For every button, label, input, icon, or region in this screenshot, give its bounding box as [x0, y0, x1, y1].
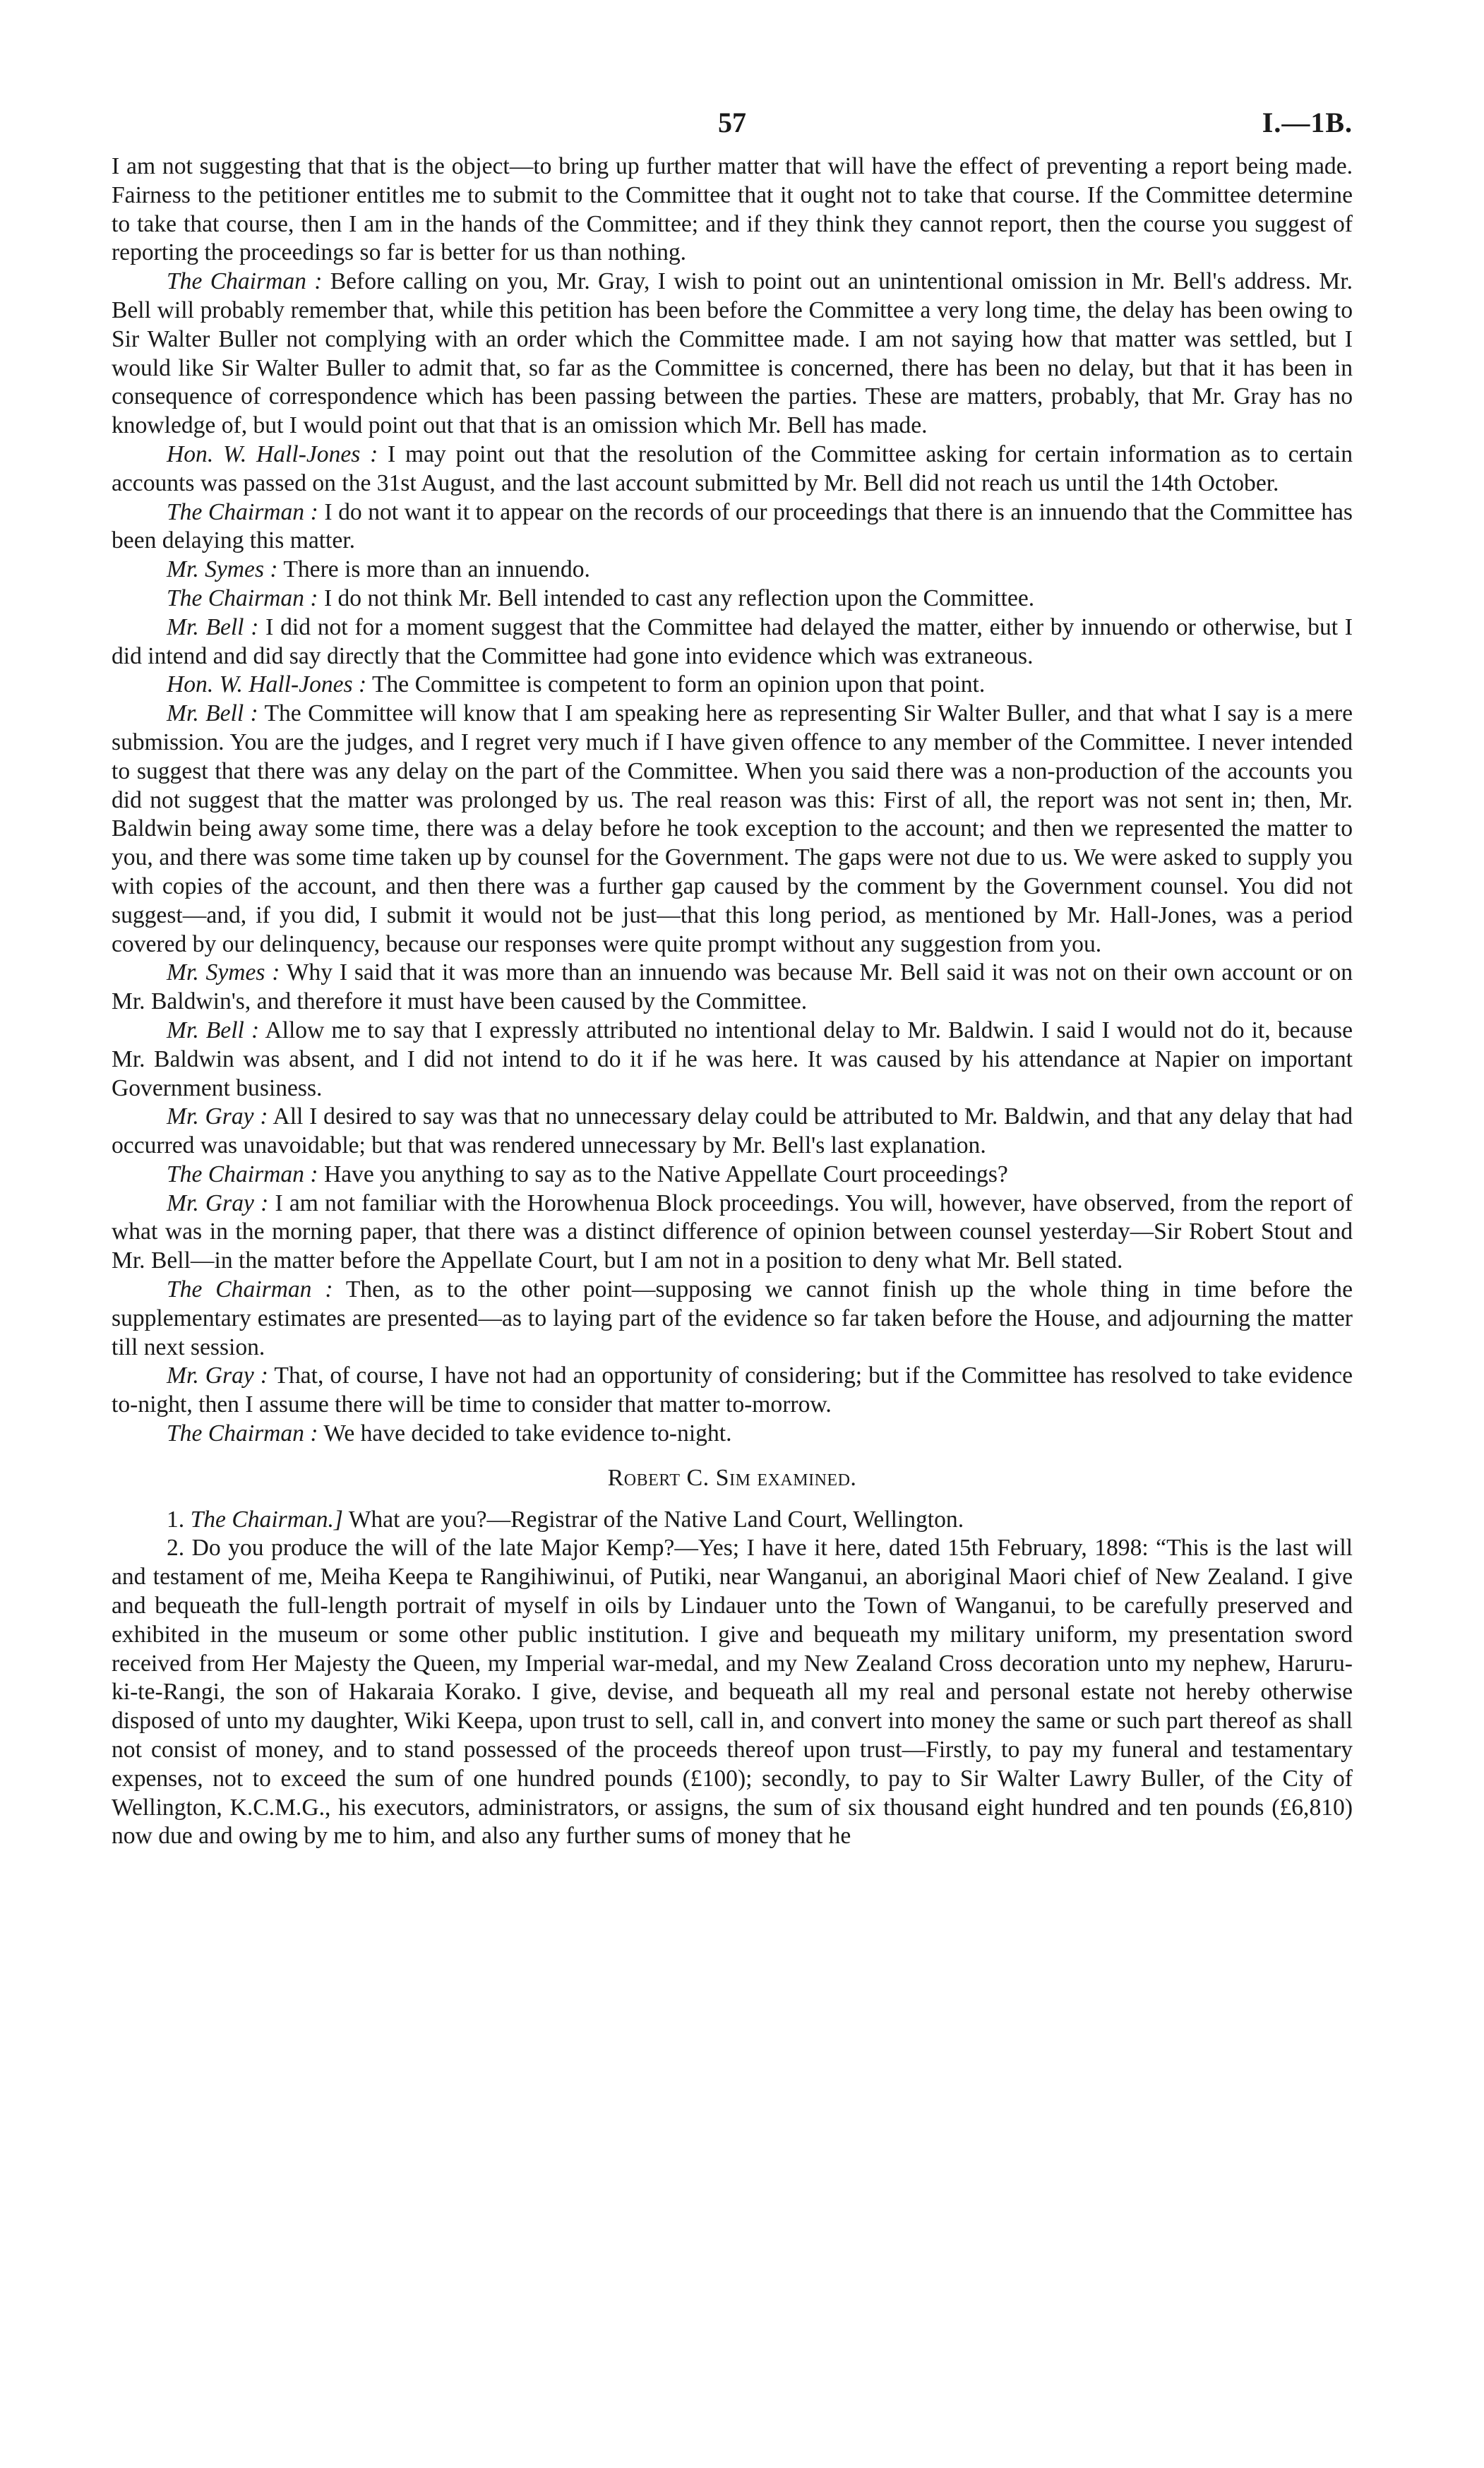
paragraph: [112, 1362, 1353, 1420]
paragraph-text: I do not think Mr. Bell intended to cast any reflection upon the Committee.: [318, 585, 1035, 611]
speaker-name: Mr. Bell :: [167, 700, 258, 727]
paragraph-text: All I desired to say was that no unnecessary delay could be attributed to Mr. Baldwin, and that any delay that had occurred was unavoidable; but that was rendered unnecessary by Mr. Bell's last explanation.: [112, 1103, 1353, 1159]
speaker-name: Mr. Gray :: [167, 1190, 269, 1216]
paragraph: [112, 1276, 1353, 1362]
paragraph-text: I may point out that the resolution of the Committee asking for certain information as to certain accounts was passed on the 31st August, and the last account submitted by Mr. Bell did not reach us until the 14th October.: [112, 441, 1353, 496]
paragraph: [112, 1161, 1353, 1190]
paragraph-text: Do you produce the will of the late Major Kemp?—Yes; I have it here, dated 15th February, 1898: “This is the last will and testament of me, Meiha Keepa te Rangihiwinui, of Putiki, near Wanganui, an aboriginal Maori chief of New Zealand. I give and bequeath the full-length portrait of myself in oils by Lindauer unto the Town of Wanganui, to be carefully preserved and exhibited in the museum or some other public institution. I give and bequeath my military uniform, my presentation sword received from Her Majesty the Queen, my Imperial war-medal, and my New Zealand Cross decoration unto my nephew, Haruru-ki-te-Rangi, the son of Hakaraia Korako. I give, devise, and bequeath all my real and personal estate not hereby otherwise disposed of unto my daughter, Wiki Keepa, upon trust to sell, call in, and convert into money the same or such part thereof as shall not consist of money, and to stand possessed of the proceeds thereof upon trust—Firstly, to pay my funeral and testamentary expenses, not to exceed the sum of one hundred pounds (£100); secondly, to pay to Sir Walter Lawry Buller, of the City of Wellington, K.C.M.G., his executors, administrators, or assigns, the sum of six thousand eight hundred and ten pounds (£6,810) now due and owing by me to him, and also any further sums of money that he: [112, 1535, 1353, 1850]
speaker-name: The Chairman :: [167, 585, 318, 611]
speaker-name: The Chairman :: [167, 498, 318, 525]
paragraph: [112, 585, 1353, 613]
speaker-name: The Chairman :: [167, 268, 323, 295]
paragraph: [112, 498, 1353, 556]
paragraph-text: What are you?—Registrar of the Native Land Court, Wellington.: [343, 1506, 964, 1533]
paragraph-text: Then, as to the other point—supposing we cannot finish up the whole thing in time before the supplementary estimates are presented—as to laying part of the evidence so far taken before the House, and adjourning the matter till next session.: [112, 1276, 1353, 1360]
speaker-name: Mr. Bell :: [167, 613, 259, 640]
minutes-text: [112, 152, 1353, 1851]
paragraph-text: I did not for a moment suggest that the Committee had delayed the matter, either by innuendo or otherwise, but I did intend and did say directly that the Committee had gone into evidence which was extraneous.: [112, 613, 1353, 669]
paragraph-text: I do not want it to appear on the records of our proceedings that there is an innuendo that the Committee has been delaying this matter.: [112, 498, 1353, 554]
paragraph: [112, 671, 1353, 700]
speaker-name: Mr. Gray :: [167, 1362, 268, 1389]
paragraph-text: Have you anything to say as to the Native Appellate Court proceedings?: [318, 1161, 1008, 1187]
paragraph-text: Allow me to say that I expressly attributed no intentional delay to Mr. Baldwin. I said I would not do it, because Mr. Baldwin was absent, and I did not intend to do it if he was here. It was caused by his attendance at Napier on important Government business.: [112, 1017, 1353, 1101]
paragraph: [112, 1103, 1353, 1161]
paragraph-text: There is more than an innuendo.: [277, 556, 590, 583]
paragraph-text: I am not suggesting that that is the object—to bring up further matter that will have the effect of preventing a report being made. Fairness to the petitioner entitles me to submit to the Committee that it ought not to take that course. If the Committee determine to take that course, then I am in the hands of the Committee; and if they think they cannot report, then the course you suggest of reporting the proceedings so far is better for us than nothing.: [112, 153, 1353, 266]
paragraph-text: We have decided to take evidence to-night.: [318, 1420, 732, 1447]
question-paragraph: [112, 1506, 1353, 1535]
speaker-name: The Chairman :: [167, 1161, 318, 1187]
question-paragraph: [112, 1534, 1353, 1851]
speaker-name: Mr. Bell :: [167, 1017, 260, 1043]
page-number: 57: [718, 107, 746, 138]
speaker-name: Mr. Gray :: [167, 1103, 268, 1130]
speaker-name: Hon. W. Hall-Jones :: [167, 441, 378, 467]
question-number: 1.: [167, 1506, 191, 1533]
paragraph: [112, 613, 1353, 671]
paragraph: [112, 1017, 1353, 1103]
paragraph: [112, 1420, 1353, 1449]
speaker-name: The Chairman.]: [190, 1506, 343, 1533]
paragraph: [112, 959, 1353, 1017]
paragraph: [112, 268, 1353, 441]
speaker-name: Mr. Symes :: [167, 556, 278, 583]
paragraph-text: The Committee will know that I am speaking here as representing Sir Walter Buller, and that what I say is a mere submission. You are the judges, and I regret very much if I have given offence to any member of the Committee. I never intended to suggest that there was any delay on the part of the Committee. When you said there was a non-production of the accounts you did not suggest that the matter was prolonged by us. The real reason was this: First of all, the report was not sent in; then, Mr. Baldwin being away some time, there was a delay before he took exception to the account; and then we represented the matter to you, and there was some time taken up by counsel for the Government. The gaps were not due to us. We were asked to supply you with copies of the account, and then there was a further gap caused by the comment by the Government counsel. You did not suggest—and, if you did, I submit it would not be just—that this long period, as mentioned by Mr. Hall-Jones, was a period covered by our delinquency, because our responses were quite prompt without any suggestion from you.: [112, 700, 1353, 957]
paragraph: [112, 441, 1353, 498]
speaker-name: The Chairman :: [167, 1276, 333, 1303]
paragraph-text: Before calling on you, Mr. Gray, I wish to point out an unintentional omission in Mr. Bell's address. Mr. Bell will probably remember that, while this petition has been before the Committee a very long time, the delay has been owing to Sir Walter Buller not complying with an order which the Committee made. I am not saying how that matter was settled, but I would like Sir Walter Buller to admit that, so far as the Committee is concerned, there has been no delay, but that it has been in consequence of correspondence which has been passing between the parties. These are matters, probably, that Mr. Gray has no knowledge of, but I would point out that that is an omission which Mr. Bell has made.: [112, 268, 1353, 439]
page-header: [112, 106, 1353, 152]
paragraph-text: That, of course, I have not had an opportunity of considering; but if the Committee has resolved to take evidence to-night, then I assume there will be time to consider that matter to-morrow.: [112, 1362, 1353, 1418]
paragraph: [112, 152, 1353, 268]
question-number: 2.: [167, 1535, 192, 1562]
speaker-name: The Chairman :: [167, 1420, 318, 1447]
document-page: [112, 106, 1353, 1851]
page-reference: I.—1B.: [1262, 107, 1353, 138]
paragraph-text: I am not familiar with the Horowhenua Block proceedings. You will, however, have observed, from the report of what was in the morning paper, that there was a distinct difference of opinion between counsel yesterday—Sir Robert Stout and Mr. Bell—in the matter before the Appellate Court, but I am not in a position to deny what Mr. Bell stated.: [112, 1190, 1353, 1274]
paragraph-text: The Committee is competent to form an opinion upon that point.: [366, 671, 986, 698]
speaker-name: Mr. Symes :: [167, 959, 280, 986]
paragraph-text: Why I said that it was more than an innuendo was because Mr. Bell said it was not on their own account or on Mr. Baldwin's, and therefore it must have been caused by the Committee.: [112, 959, 1353, 1015]
paragraph: [112, 700, 1353, 959]
paragraph: [112, 1190, 1353, 1276]
paragraph: [112, 556, 1353, 585]
speaker-name: Hon. W. Hall-Jones :: [167, 671, 367, 698]
section-heading: Robert C. Sim examined.: [607, 1464, 857, 1491]
